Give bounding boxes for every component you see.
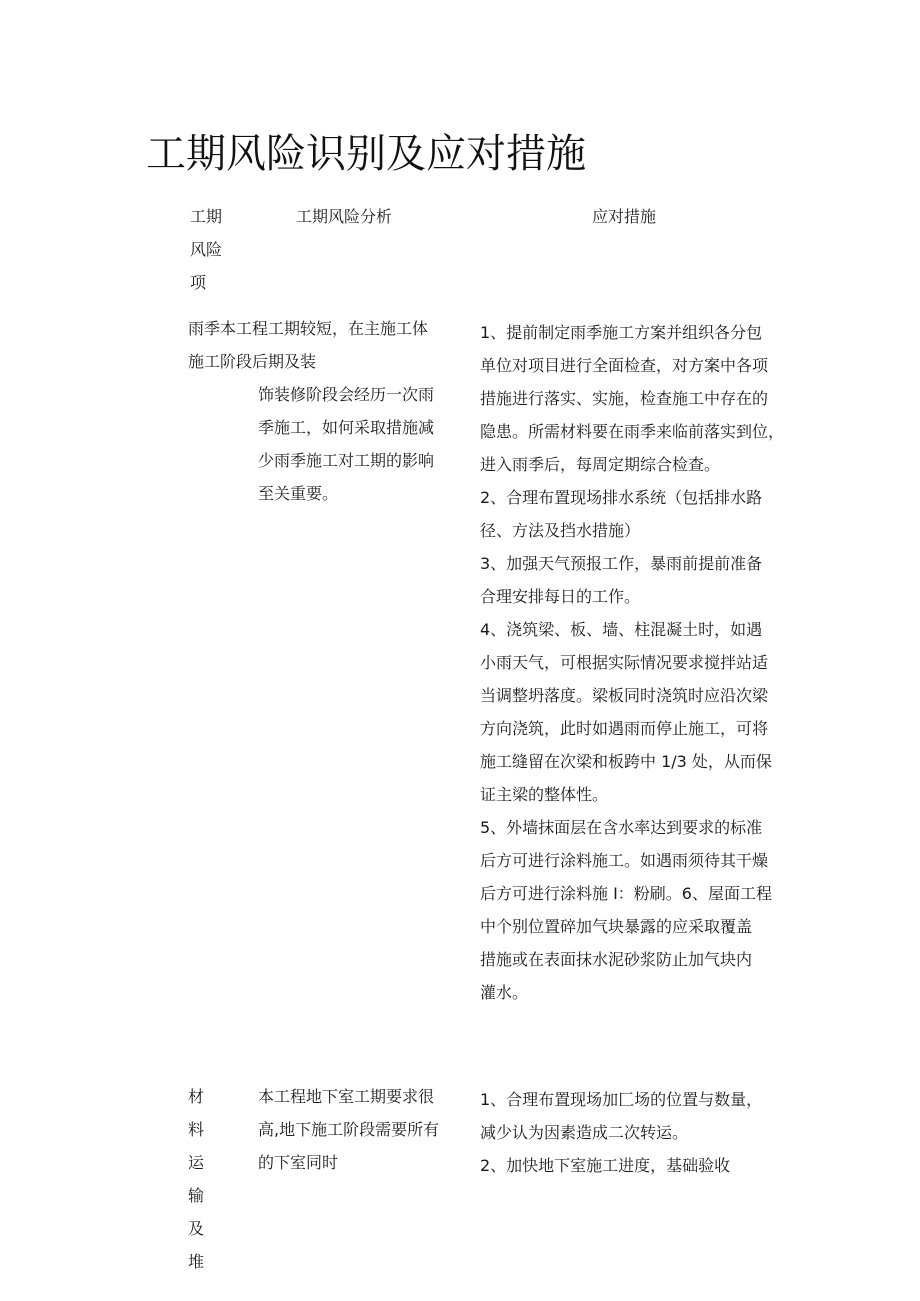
measure-line: 措施进行落实、实施，检查施工中存在的 (480, 389, 769, 408)
row-2-analysis-line: 的下室同时 (258, 1153, 339, 1172)
measure-line: 灌水。 (480, 983, 529, 1002)
measure-line: 减少认为因素造成二次转运。 (480, 1123, 689, 1142)
measure-line: 合理安排每日的工作。 (480, 587, 641, 606)
measure-line: 后方可进行涂料施工。如遇雨须待其干燥 (480, 851, 769, 870)
measure-line: 小雨天气，可根据实际情况要求搅拌站适 (480, 653, 769, 672)
measure-paragraph (480, 547, 784, 613)
header-risk-item (190, 200, 230, 299)
measure-line: 施工缝留在次梁和板跨中 1/3 处，从而保 (480, 752, 772, 771)
row-1-risk-item-line: 雨季本工程工期较短，在主施工体 (188, 319, 429, 338)
header-analysis: 工期风险分析 (296, 207, 393, 226)
page-title: 工期风险识别及应对措施 (146, 131, 586, 177)
row-1-risk-item-line: 施工阶段后期及装 (188, 352, 317, 371)
header-risk-item-line: 项 (190, 273, 207, 292)
measure-paragraph (480, 316, 784, 481)
measure-line: 中个别位置碎加气块暴露的应采取覆盖 (480, 917, 753, 936)
row-2-risk-item-line: 材料 (188, 1087, 215, 1139)
row-1-analysis-line: 季施工，如何采取措施减 (258, 418, 435, 437)
row-2-risk-item-line: 运输 (188, 1153, 215, 1205)
row-2-analysis-line: 高,地下施工阶段需要所有 (258, 1120, 440, 1139)
measure-paragraph (480, 811, 784, 1009)
measure-line: 进入雨季后，每周定期综合检查。 (480, 455, 721, 474)
measure-paragraph (480, 1083, 784, 1149)
row-1-analysis-line: 至关重要。 (258, 484, 339, 503)
measure-line: 当调整坍落度。梁板同时浇筑时应沿次梁 (480, 686, 769, 705)
measure-paragraph (480, 613, 784, 811)
row-1-measures (480, 316, 784, 1009)
row-2-analysis (258, 1080, 456, 1179)
header-risk-item-line: 工期 (190, 207, 223, 226)
measure-line: 2、合理布置现场排水系统（包括排水路 (480, 488, 763, 507)
row-1-analysis-line: 少雨季施工对工期的影响 (258, 451, 435, 470)
measure-line: 1、提前制定雨季施工方案并组织各分包 (480, 323, 763, 342)
measure-paragraph (480, 481, 784, 547)
measure-line: 径、方法及挡水措施） (480, 521, 641, 540)
row-1-analysis-line: 饰装修阶段会经历一次雨 (258, 385, 435, 404)
header-measures: 应对措施 (592, 207, 657, 226)
row-2-risk-item (188, 1080, 230, 1278)
measure-line: 隐患。所需材料要在雨季来临前落实到位， (480, 422, 785, 441)
measure-line: 4、浇筑梁、板、墙、柱混凝土时，如遇 (480, 620, 763, 639)
measure-line: 1、合理布置现场加匚场的位置与数量， (480, 1090, 763, 1109)
measure-line: 证主梁的整体性。 (480, 785, 609, 804)
measure-line: 2、加快地下室施工进度，基础验收 (480, 1156, 731, 1175)
header-risk-item-line: 风险 (190, 240, 223, 259)
measure-line: 3、加强天气预报工作，暴雨前提前准备 (480, 554, 763, 573)
row-2-risk-item-line: 及堆 (188, 1219, 215, 1271)
measure-line: 5、外墙抹面层在含水率达到要求的标准 (480, 818, 763, 837)
row-2-measures (480, 1083, 784, 1182)
measure-line: 后方可进行涂料施 I：粉刷。6、屋面工程 (480, 884, 772, 903)
measure-line: 措施或在表面抹水泥砂浆防止加气块内 (480, 950, 753, 969)
measure-line: 方向浇筑，此时如遇雨而停止施工，可将 (480, 719, 769, 738)
row-2-analysis-line: 本工程地下室工期要求很 (258, 1087, 435, 1106)
measure-line: 单位对项目进行全面检查，对方案中各项 (480, 356, 769, 375)
measure-paragraph (480, 1149, 784, 1182)
row-1-analysis (258, 378, 448, 510)
row-1-risk-item (188, 312, 450, 378)
